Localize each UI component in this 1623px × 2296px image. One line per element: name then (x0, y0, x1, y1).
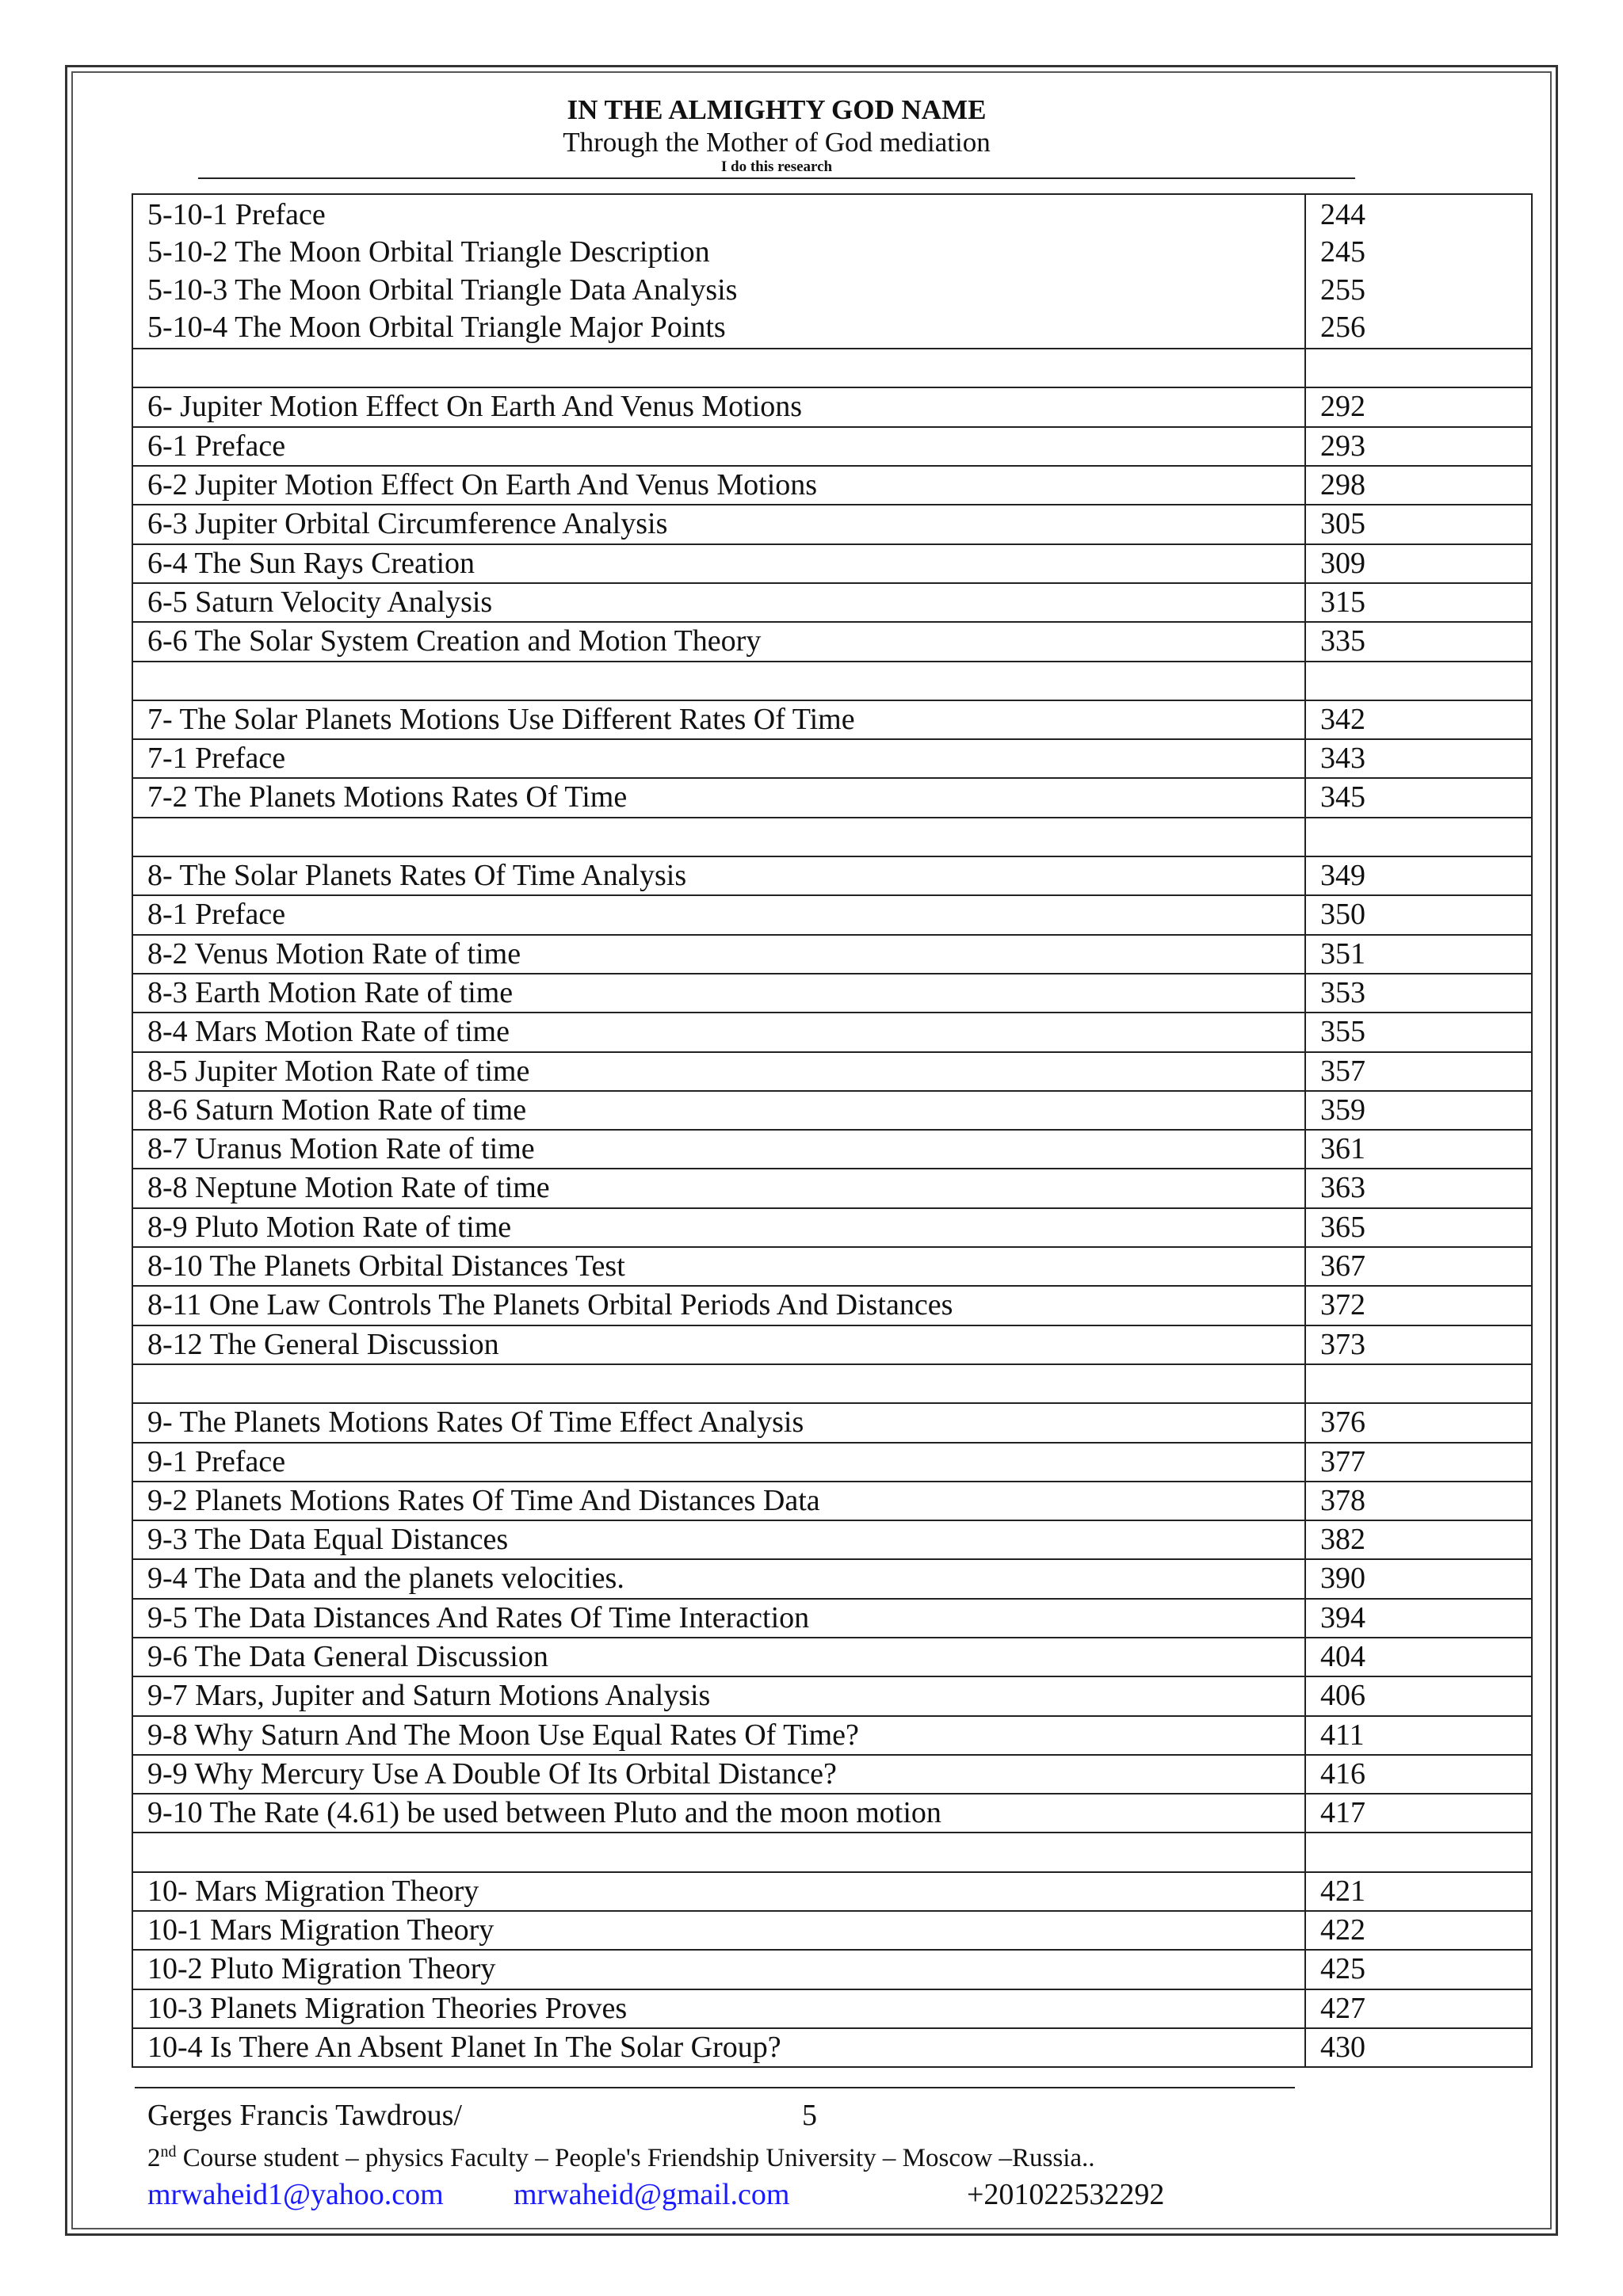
toc-title: 8-3 Earth Motion Rate of time (132, 974, 1305, 1013)
toc-page (1305, 818, 1532, 856)
toc-title (132, 662, 1305, 700)
toc-title: 10- Mars Migration Theory (132, 1872, 1305, 1911)
toc-page: 350 (1305, 895, 1532, 934)
table-row (132, 1755, 1532, 1794)
table-row (132, 700, 1532, 739)
toc-title: 8-5 Jupiter Motion Rate of time (132, 1052, 1305, 1091)
table-row (132, 583, 1532, 622)
toc-title: 7-1 Preface (132, 739, 1305, 778)
table-row (132, 622, 1532, 661)
toc-page: 342 (1305, 700, 1532, 739)
table-row (132, 387, 1532, 426)
toc-page: 309 (1305, 544, 1532, 583)
toc-page: 373 (1305, 1325, 1532, 1364)
course-description: Course student – physics Faculty – People's Friendship University – Moscow –Russia.. (176, 2144, 1095, 2172)
toc-title: 6-2 Jupiter Motion Effect On Earth And Venus Motions (132, 466, 1305, 505)
toc-page: 417 (1305, 1794, 1532, 1833)
table-row (132, 2028, 1532, 2067)
toc-page: 361 (1305, 1130, 1532, 1169)
table-row (132, 427, 1532, 466)
table-row (132, 1676, 1532, 1715)
toc-page: 363 (1305, 1169, 1532, 1207)
table-row (132, 974, 1532, 1013)
toc-title: 8-12 The General Discussion (132, 1325, 1305, 1364)
table-row (132, 1794, 1532, 1833)
toc-title: 10-3 Planets Migration Theories Proves (132, 1989, 1305, 2028)
toc-title: 5-10-2 The Moon Orbital Triangle Description (147, 235, 710, 269)
page-footer (147, 2096, 1384, 2214)
toc-title: 5-10-4 The Moon Orbital Triangle Major Points (147, 310, 726, 344)
toc-block-titles (132, 194, 1305, 349)
toc-page: 345 (1305, 778, 1532, 817)
table-of-contents (132, 193, 1533, 2068)
header-title: IN THE ALMIGHTY GOD NAME (567, 94, 987, 125)
toc-page: 305 (1305, 505, 1532, 543)
table-row-spacer (132, 662, 1532, 700)
table-row (132, 1091, 1532, 1130)
table-row (132, 1443, 1532, 1482)
toc-title: 6-4 The Sun Rays Creation (132, 544, 1305, 583)
toc-page (1305, 1833, 1532, 1871)
course-year-suffix: nd (160, 2143, 177, 2161)
toc-title: 7-2 The Planets Motions Rates Of Time (132, 778, 1305, 817)
toc-page: 411 (1305, 1716, 1532, 1755)
toc-page (1305, 662, 1532, 700)
toc-page: 421 (1305, 1872, 1532, 1911)
email-link-yahoo[interactable]: mrwaheid1@yahoo.com (147, 2178, 444, 2211)
table-row (132, 1325, 1532, 1364)
toc-title: 9-4 The Data and the planets velocities. (132, 1559, 1305, 1598)
table-row (132, 1599, 1532, 1638)
toc-block-5-10 (132, 194, 1532, 349)
toc-title (132, 818, 1305, 856)
toc-page: 255 (1320, 273, 1365, 307)
toc-title: 9-3 The Data Equal Distances (132, 1520, 1305, 1559)
footer-course-line (147, 2134, 1384, 2176)
toc-title: 6-5 Saturn Velocity Analysis (132, 583, 1305, 622)
toc-title: 9-7 Mars, Jupiter and Saturn Motions Analysis (132, 1676, 1305, 1715)
table-row (132, 1989, 1532, 2028)
toc-page: 367 (1305, 1247, 1532, 1286)
toc-page: 406 (1305, 1676, 1532, 1715)
table-row (132, 1872, 1532, 1911)
toc-page: 244 (1320, 198, 1365, 231)
toc-page: 357 (1305, 1052, 1532, 1091)
toc-title (132, 349, 1305, 387)
toc-title: 6-1 Preface (132, 427, 1305, 466)
table-row (132, 505, 1532, 543)
header-divider (198, 177, 1355, 179)
toc-title: 8-6 Saturn Motion Rate of time (132, 1091, 1305, 1130)
table-row (132, 1052, 1532, 1091)
table-row (132, 1130, 1532, 1169)
table-row (132, 1520, 1532, 1559)
toc-title: 8- The Solar Planets Rates Of Time Analysis (132, 856, 1305, 895)
toc-title: 5-10-3 The Moon Orbital Triangle Data Analysis (147, 273, 738, 307)
toc-title: 8-7 Uranus Motion Rate of time (132, 1130, 1305, 1169)
table-row (132, 1286, 1532, 1325)
toc-page: 430 (1305, 2028, 1532, 2067)
toc-title (132, 1364, 1305, 1403)
toc-title: 9-10 The Rate (4.61) be used between Pluto and the moon motion (132, 1794, 1305, 1833)
toc-title: 10-2 Pluto Migration Theory (132, 1950, 1305, 1989)
toc-title: 8-8 Neptune Motion Rate of time (132, 1169, 1305, 1207)
table-row (132, 544, 1532, 583)
toc-title: 9-6 The Data General Discussion (132, 1638, 1305, 1676)
toc-page: 315 (1305, 583, 1532, 622)
table-row (132, 935, 1532, 974)
table-row (132, 466, 1532, 505)
email-link-gmail[interactable]: mrwaheid@gmail.com (514, 2178, 790, 2211)
table-row (132, 1013, 1532, 1051)
table-row (132, 1403, 1532, 1442)
toc-title: 8-1 Preface (132, 895, 1305, 934)
toc-page: 422 (1305, 1911, 1532, 1950)
toc-title: 9-8 Why Saturn And The Moon Use Equal Rates Of Time? (132, 1716, 1305, 1755)
table-row (132, 895, 1532, 934)
toc-page: 427 (1305, 1989, 1532, 2028)
table-row (132, 1208, 1532, 1247)
toc-title: 9-9 Why Mercury Use A Double Of Its Orbital Distance? (132, 1755, 1305, 1794)
toc-page: 376 (1305, 1403, 1532, 1442)
toc-page: 293 (1305, 427, 1532, 466)
table-row-spacer (132, 818, 1532, 856)
toc-title: 9-5 The Data Distances And Rates Of Time Interaction (132, 1599, 1305, 1638)
toc-page: 359 (1305, 1091, 1532, 1130)
table-row (132, 1247, 1532, 1286)
toc-page: 416 (1305, 1755, 1532, 1794)
toc-page: 382 (1305, 1520, 1532, 1559)
table-row (132, 1169, 1532, 1207)
toc-page: 355 (1305, 1013, 1532, 1051)
toc-page: 256 (1320, 310, 1365, 344)
toc-page: 378 (1305, 1482, 1532, 1520)
table-row (132, 1716, 1532, 1755)
table-row (132, 1950, 1532, 1989)
toc-page: 390 (1305, 1559, 1532, 1598)
toc-title: 8-2 Venus Motion Rate of time (132, 935, 1305, 974)
footer-author: Gerges Francis Tawdrous/ (147, 2099, 462, 2132)
toc-page: 245 (1320, 235, 1365, 269)
toc-title: 9-1 Preface (132, 1443, 1305, 1482)
toc-title: 5-10-1 Preface (147, 198, 326, 231)
toc-page: 343 (1305, 739, 1532, 778)
table-row-spacer (132, 1364, 1532, 1403)
toc-title: 6-3 Jupiter Orbital Circumference Analysis (132, 505, 1305, 543)
table-row (132, 739, 1532, 778)
toc-page: 298 (1305, 466, 1532, 505)
toc-title: 7- The Solar Planets Motions Use Different Rates Of Time (132, 700, 1305, 739)
toc-title: 8-11 One Law Controls The Planets Orbital Periods And Distances (132, 1286, 1305, 1325)
phone-number: +201022532292 (967, 2178, 1165, 2211)
toc-title: 6- Jupiter Motion Effect On Earth And Venus Motions (132, 387, 1305, 426)
toc-page: 425 (1305, 1950, 1532, 1989)
toc-page: 394 (1305, 1599, 1532, 1638)
table-row (132, 1911, 1532, 1950)
toc-title: 9- The Planets Motions Rates Of Time Effect Analysis (132, 1403, 1305, 1442)
header-note: I do this research (720, 158, 833, 175)
header-subtitle: Through the Mother of God mediation (563, 127, 991, 158)
toc-page: 377 (1305, 1443, 1532, 1482)
toc-page: 292 (1305, 387, 1532, 426)
toc-page (1305, 1364, 1532, 1403)
toc-page: 353 (1305, 974, 1532, 1013)
toc-page: 372 (1305, 1286, 1532, 1325)
toc-block-pages (1305, 194, 1532, 349)
toc-page: 351 (1305, 935, 1532, 974)
footer-divider (135, 2087, 1295, 2088)
table-row (132, 1482, 1532, 1520)
toc-page: 335 (1305, 622, 1532, 661)
toc-page: 404 (1305, 1638, 1532, 1676)
table-row-spacer (132, 349, 1532, 387)
toc-title: 10-1 Mars Migration Theory (132, 1911, 1305, 1950)
toc-page (1305, 349, 1532, 387)
toc-title (132, 1833, 1305, 1871)
toc-title: 8-10 The Planets Orbital Distances Test (132, 1247, 1305, 1286)
toc-title: 10-4 Is There An Absent Planet In The Solar Group? (132, 2028, 1305, 2067)
table-row (132, 778, 1532, 817)
table-row (132, 1638, 1532, 1676)
page-header (198, 93, 1355, 176)
table-row-spacer (132, 1833, 1532, 1871)
toc-title: 9-2 Planets Motions Rates Of Time And Distances Data (132, 1482, 1305, 1520)
page-number: 5 (802, 2099, 817, 2132)
table-row (132, 1559, 1532, 1598)
toc-title: 8-4 Mars Motion Rate of time (132, 1013, 1305, 1051)
table-row (132, 856, 1532, 895)
course-year: 2 (147, 2144, 161, 2172)
toc-page: 349 (1305, 856, 1532, 895)
toc-title: 8-9 Pluto Motion Rate of time (132, 1208, 1305, 1247)
toc-page: 365 (1305, 1208, 1532, 1247)
toc-title: 6-6 The Solar System Creation and Motion Theory (132, 622, 1305, 661)
